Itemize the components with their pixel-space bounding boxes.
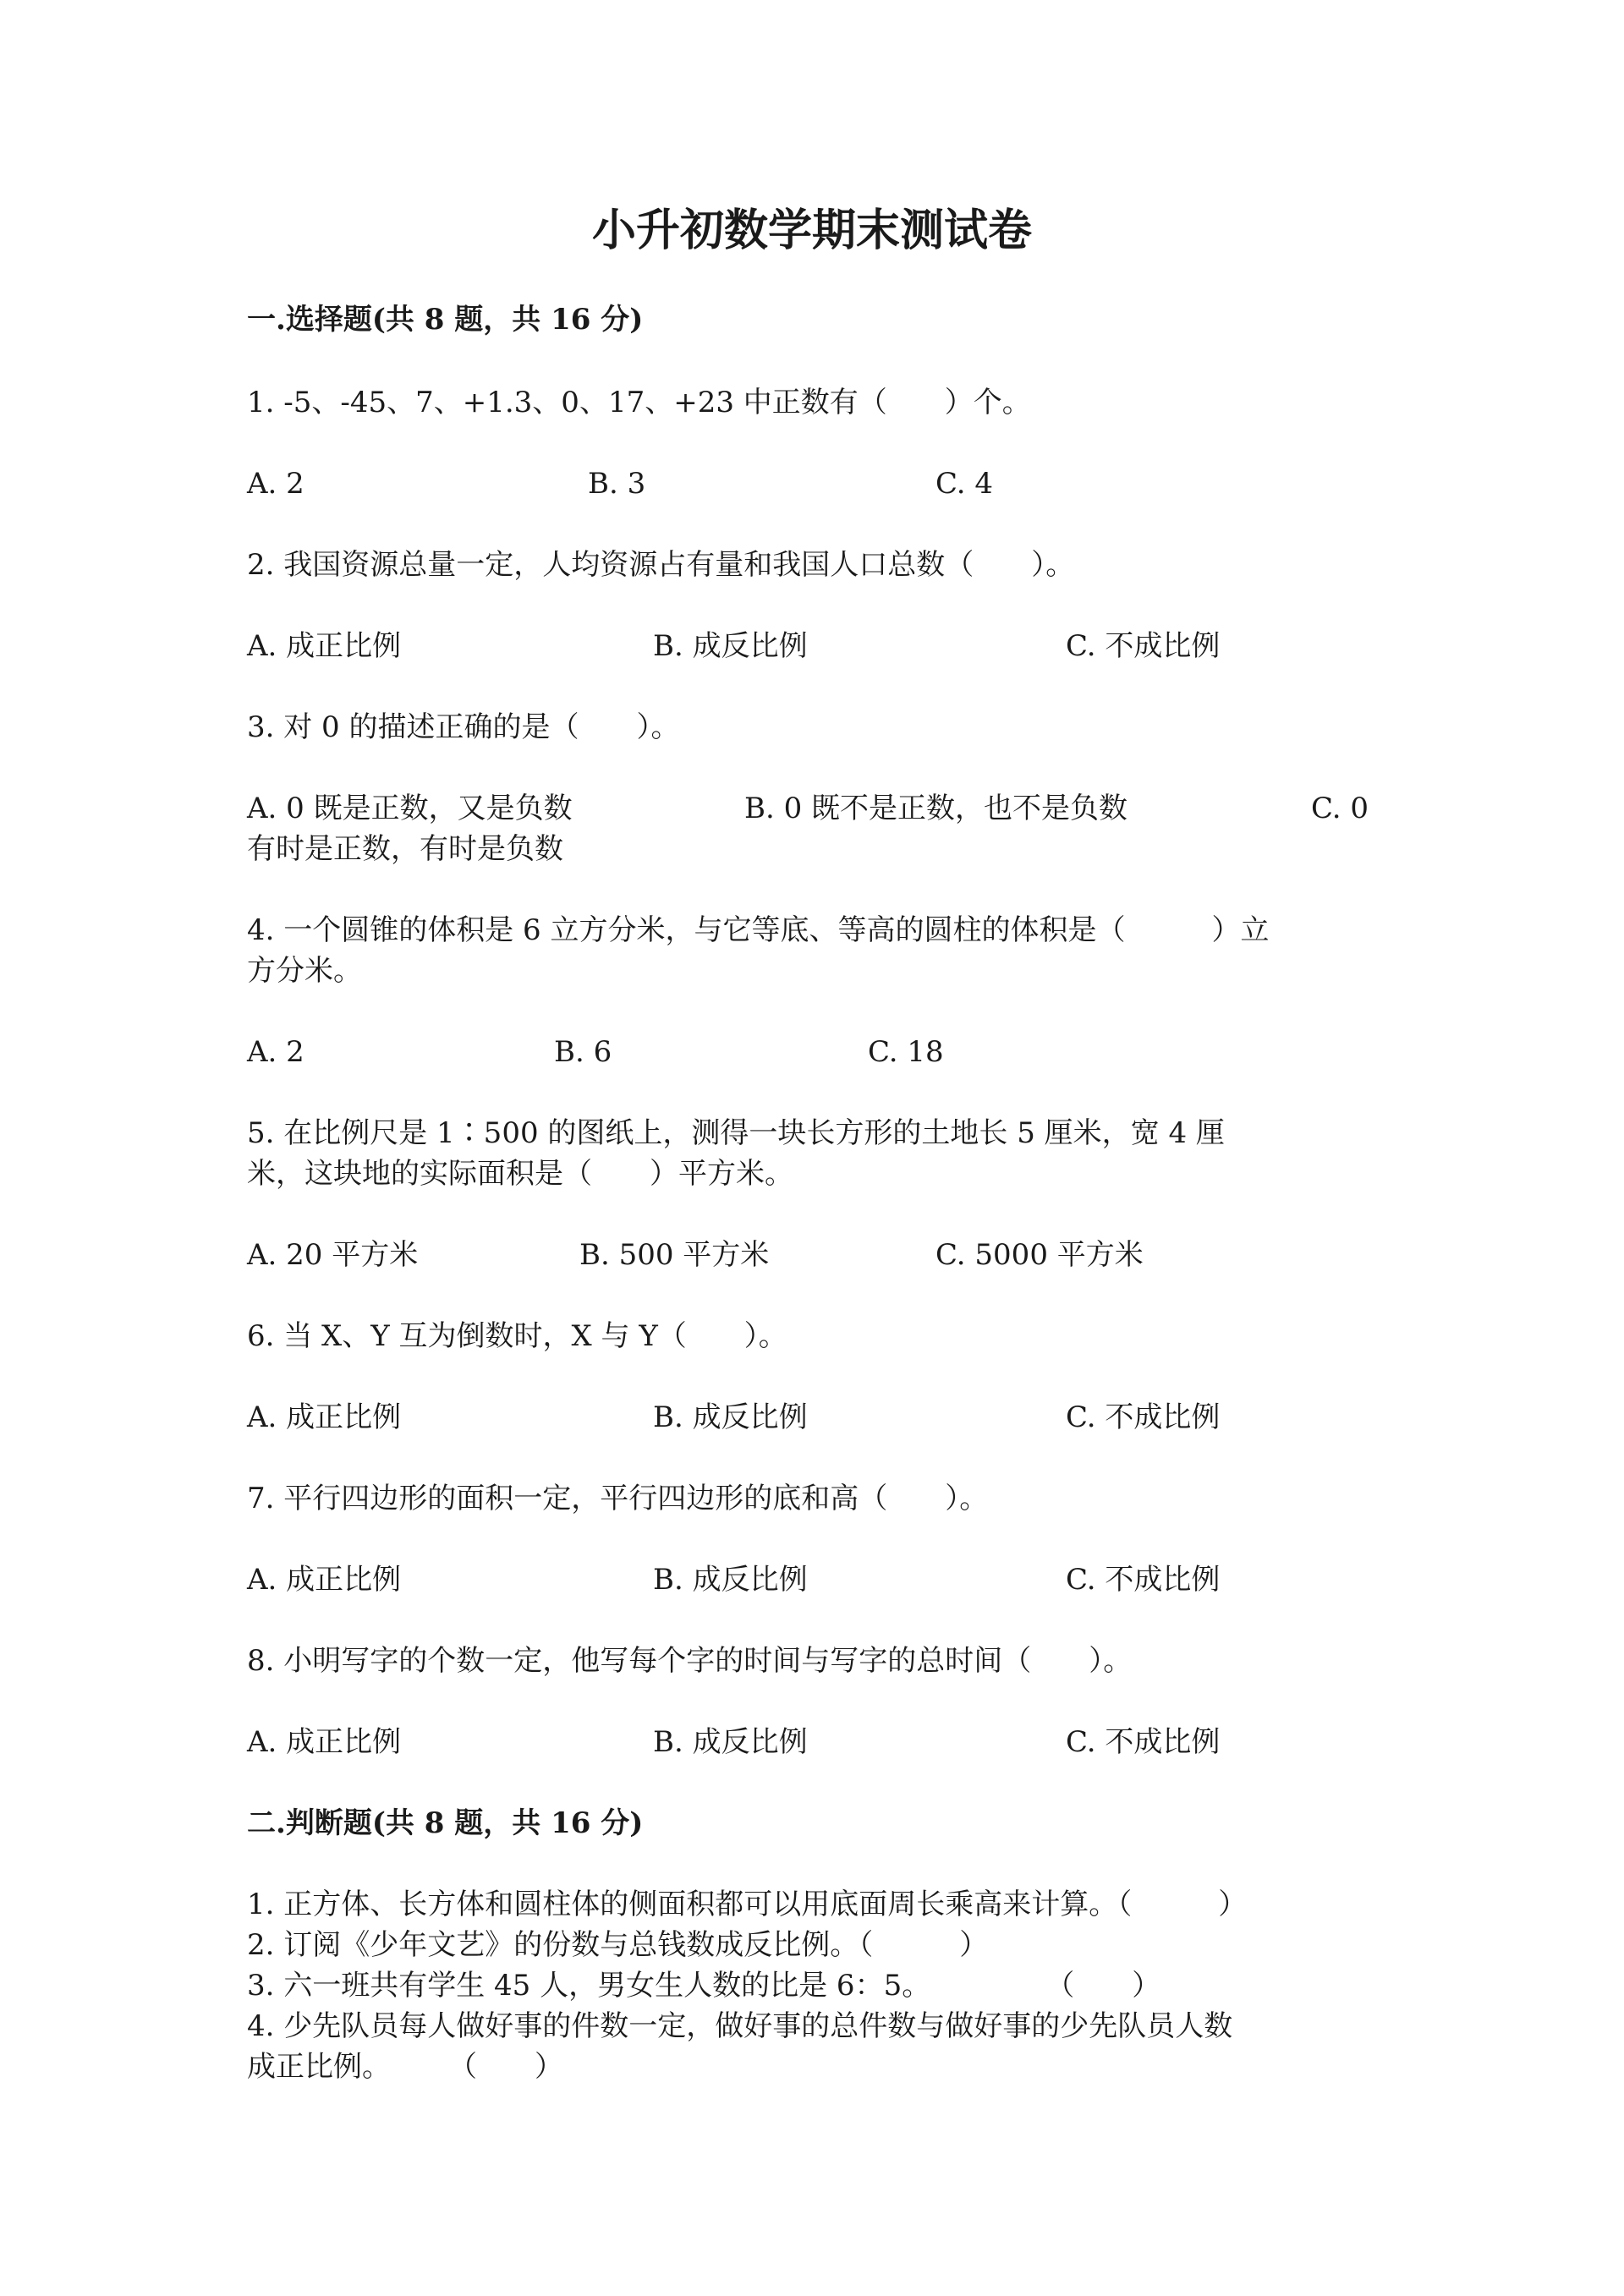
judgment-item-4-continued: 成正比例。 （ ） [247, 2050, 563, 2084]
question-5-option-c: C. 5000 平方米 [935, 1238, 1144, 1272]
question-2-stem: 2. 我国资源总量一定，人均资源占有量和我国人口总数（ ）。 [247, 548, 1075, 582]
section-1-heading: 一.选择题(共 8 题，共 16 分) [247, 303, 644, 337]
section-2-heading: 二.判断题(共 8 题，共 16 分) [247, 1806, 644, 1840]
question-4-stem-continued: 方分米。 [247, 954, 362, 988]
question-4-stem: 4. 一个圆锥的体积是 6 立方分米，与它等底、等高的圆柱的体积是（ ）立 [247, 913, 1270, 947]
question-8-option-a: A. 成正比例 [247, 1725, 402, 1759]
question-4-option-a: A. 2 [247, 1035, 304, 1069]
question-5-option-b: B. 500 平方米 [579, 1238, 770, 1272]
question-2-option-c: C. 不成比例 [1066, 629, 1221, 663]
question-7-option-c: C. 不成比例 [1066, 1563, 1221, 1597]
question-3-option-c-continued: 有时是正数，有时是负数 [247, 832, 563, 866]
question-6-stem: 6. 当 X、Y 互为倒数时，X 与 Y（ ）。 [247, 1319, 787, 1353]
question-7-option-b: B. 成反比例 [653, 1563, 808, 1597]
judgment-item-4: 4. 少先队员每人做好事的件数一定，做好事的总件数与做好事的少先队员人数 [247, 2009, 1233, 2043]
question-7-stem: 7. 平行四边形的面积一定，平行四边形的底和高（ ）。 [247, 1482, 989, 1515]
question-2-option-a: A. 成正比例 [247, 629, 402, 663]
question-1-option-c: C. 4 [935, 467, 994, 501]
question-3-option-b: B. 0 既不是正数，也不是负数 [744, 792, 1128, 825]
question-2-option-b: B. 成反比例 [653, 629, 808, 663]
question-1-stem: 1. -5、-45、7、+1.3、0、17、+23 中正数有（ ）个。 [247, 386, 1031, 419]
question-4-option-c: C. 18 [868, 1035, 944, 1069]
question-1-option-a: A. 2 [247, 467, 304, 501]
question-5-stem: 5. 在比例尺是 1∶500 的图纸上，测得一块长方形的土地长 5 厘米，宽 4 厘 [247, 1116, 1225, 1150]
question-6-option-a: A. 成正比例 [247, 1400, 402, 1434]
question-3-stem: 3. 对 0 的描述正确的是（ ）。 [247, 710, 680, 744]
question-4-option-b: B. 6 [554, 1035, 612, 1069]
question-5-stem-continued: 米，这块地的实际面积是（ ）平方米。 [247, 1157, 793, 1191]
question-8-option-b: B. 成反比例 [653, 1725, 808, 1759]
question-3-option-c: C. 0 [1311, 792, 1369, 825]
question-8-option-c: C. 不成比例 [1066, 1725, 1221, 1759]
question-3-option-a: A. 0 既是正数，又是负数 [247, 792, 573, 825]
question-5-option-a: A. 20 平方米 [247, 1238, 419, 1272]
question-6-option-c: C. 不成比例 [1066, 1400, 1221, 1434]
judgment-item-2: 2. 订阅《少年文艺》的份数与总钱数成反比例。（ ） [247, 1928, 989, 1962]
question-1-option-b: B. 3 [588, 467, 646, 501]
page-title: 小升初数学期末测试卷 [591, 205, 1032, 256]
question-6-option-b: B. 成反比例 [653, 1400, 808, 1434]
judgment-item-3: 3. 六一班共有学生 45 人，男女生人数的比是 6：5。 （ ） [247, 1969, 1161, 2003]
question-8-stem: 8. 小明写字的个数一定，他写每个字的时间与写字的总时间（ ）。 [247, 1644, 1133, 1678]
judgment-item-1: 1. 正方体、长方体和圆柱体的侧面积都可以用底面周长乘高来计算。（ ） [247, 1888, 1248, 1921]
question-7-option-a: A. 成正比例 [247, 1563, 402, 1597]
